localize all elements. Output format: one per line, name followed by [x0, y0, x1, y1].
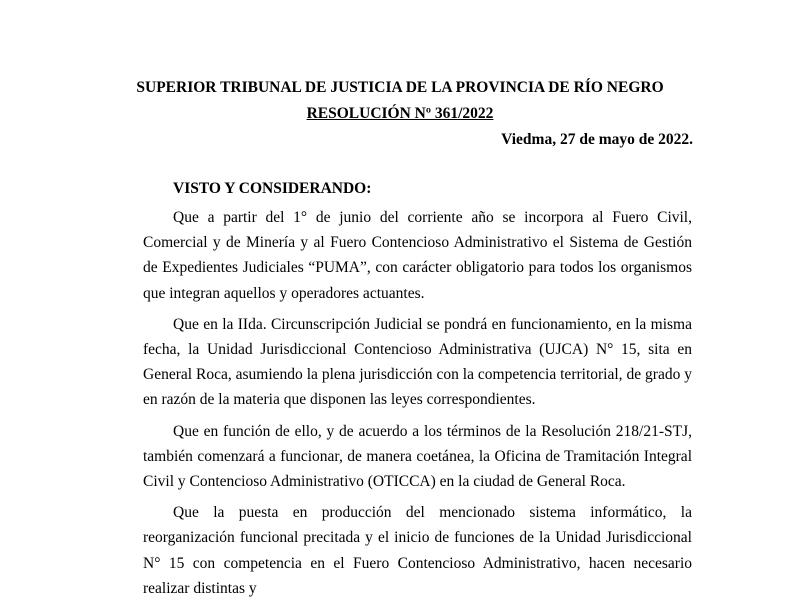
paragraph: Que a partir del 1° de junio del corriente año se incorpora al Fuero Civil, Comercial y de Minería y al Fuero Contencioso Administrativo el Sistema de Gestión de Expedientes Judiciales “PUMA”, con carácter obligatorio para todos los organismos que integran aquellos y operadores actuantes. [143, 209, 692, 302]
document-body [143, 205, 692, 607]
paragraph: Que la puesta en producción del mencionado sistema informático, la reorganización funcional precitada y el inicio de funciones de la Unidad Jurisdiccional N° 15 con competencia en el Fuero Contencioso Administrativo, hacen necesario realizar distintas y [143, 504, 692, 597]
document-date: Viedma, 27 de mayo de 2022. [501, 131, 693, 148]
section-heading: VISTO Y CONSIDERANDO: [173, 180, 372, 197]
resolution-number [0, 105, 800, 123]
paragraph: Que en la IIda. Circunscripción Judicial se pondrá en funcionamiento, en la misma fecha, la Unidad Jurisdiccional Contencioso Administrativa (UJCA) N° 15, sita en General Roca, asumiendo la plena jurisdicción con la competencia territorial, de grado y en razón de la materia que disponen las leyes correspondientes. [143, 315, 692, 409]
court-title: SUPERIOR TRIBUNAL DE JUSTICIA DE LA PROVINCIA DE RÍO NEGRO [136, 79, 664, 96]
paragraph: Que en función de ello, y de acuerdo a los términos de la Resolución 218/21-STJ, también comenzará a funcionar, de manera coetánea, la Oficina de Tramitación Integral Civil y Contencioso Administrativo (OTICCA) en la ciudad de General Roca. [143, 422, 692, 491]
resolution-number-text: RESOLUCIÓN Nº 361/2022 [306, 105, 494, 122]
